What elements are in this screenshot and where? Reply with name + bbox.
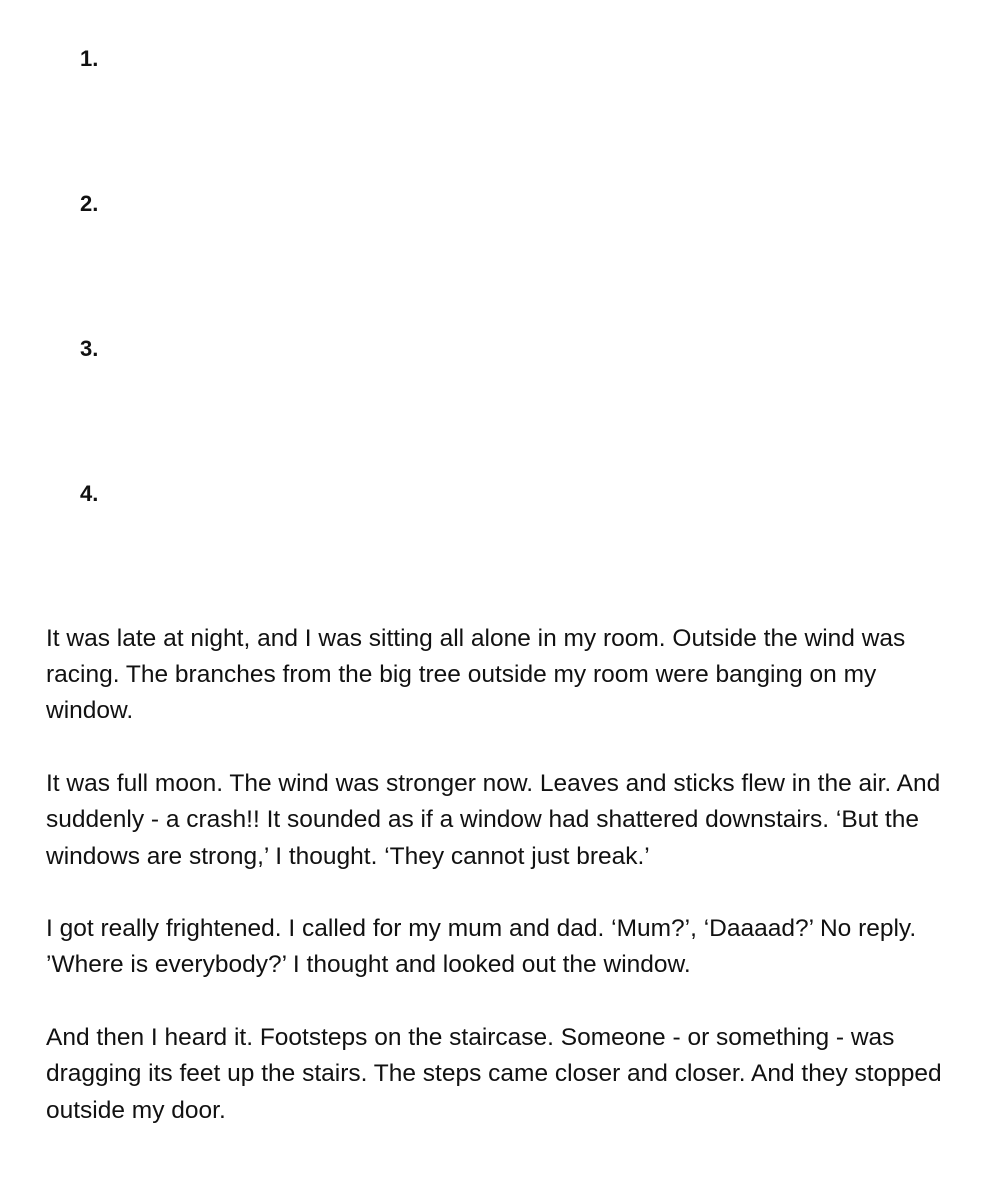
story-paragraph-1: It was late at night, and I was sitting all alone in my room. Outside the wind was racing. The branches from the big tree outside my room were banging on my window. xyxy=(46,625,906,725)
story-text xyxy=(46,621,946,1129)
list-number-1: 1. xyxy=(80,46,99,71)
list-number-4: 4. xyxy=(80,481,99,506)
list-number-2: 2. xyxy=(80,191,99,216)
story-paragraph-3: I got really frightened. I called for my mum and dad. ‘Mum?’, ‘Daaaad?’ No reply. ’Where is everybody?’ I thought and looked out the window. xyxy=(46,915,917,979)
list-number-3: 3. xyxy=(80,336,99,361)
story-paragraph-4: And then I heard it. Footsteps on the staircase. Someone - or something - was dragging its feet up the stairs. The steps came closer and closer. And they stopped outside my door. xyxy=(46,1024,942,1124)
story-paragraph-2: It was full moon. The wind was stronger now. Leaves and sticks flew in the air. And suddenly - a crash!! It sounded as if a window had shattered downstairs. ‘But the windows are strong,’ I thought. ‘They cannot just break.’ xyxy=(46,770,941,870)
